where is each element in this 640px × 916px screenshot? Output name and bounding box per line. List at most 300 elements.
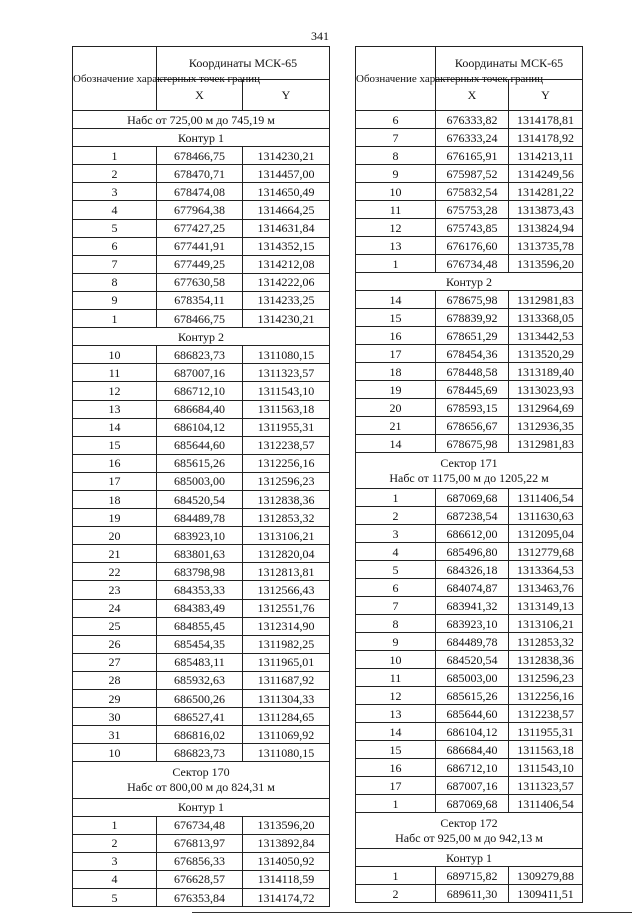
table-row — [356, 489, 583, 507]
x-coordinate: 678354,11 — [157, 291, 243, 309]
x-coordinate: 685615,26 — [436, 687, 509, 705]
table-row — [356, 417, 583, 435]
point-number: 14 — [356, 291, 436, 309]
table-row — [356, 381, 583, 399]
table-row — [73, 472, 330, 490]
y-coordinate: 1313442,53 — [509, 327, 583, 345]
point-number: 7 — [356, 129, 436, 147]
point-number: 10 — [73, 346, 157, 364]
y-coordinate: 1314664,25 — [243, 201, 330, 219]
section-row — [73, 798, 330, 816]
y-coordinate: 1313368,05 — [509, 309, 583, 327]
table-row — [73, 165, 330, 183]
point-number: 12 — [356, 687, 436, 705]
y-coordinate: 1312596,23 — [243, 472, 330, 490]
y-coordinate: 1311069,92 — [243, 726, 330, 744]
point-number: 5 — [73, 889, 157, 907]
table-row — [356, 147, 583, 165]
y-coordinate: 1313463,76 — [509, 579, 583, 597]
point-number: 14 — [356, 435, 436, 453]
section-row — [73, 111, 330, 129]
x-coordinate: 684353,33 — [157, 581, 243, 599]
y-coordinate: 1312256,16 — [509, 687, 583, 705]
point-number: 1 — [356, 795, 436, 813]
point-number: 23 — [73, 581, 157, 599]
footer-rule — [192, 912, 632, 913]
point-number: 6 — [356, 579, 436, 597]
sector-range: Набс от 1175,00 м до 1205,22 м — [389, 470, 549, 485]
point-number: 15 — [73, 436, 157, 454]
point-number: 16 — [356, 759, 436, 777]
y-header: Y — [243, 80, 330, 111]
table-row — [73, 852, 330, 870]
table-row — [356, 561, 583, 579]
y-coordinate: 1311982,25 — [243, 635, 330, 653]
x-coordinate: 678675,98 — [436, 291, 509, 309]
point-number: 19 — [73, 509, 157, 527]
table-body-right — [356, 111, 583, 903]
y-coordinate: 1311955,31 — [509, 723, 583, 741]
point-number: 18 — [356, 363, 436, 381]
y-coordinate: 1312853,32 — [243, 509, 330, 527]
table-row — [73, 237, 330, 255]
table-row — [356, 741, 583, 759]
point-number: 1 — [356, 489, 436, 507]
x-coordinate: 685644,60 — [436, 705, 509, 723]
table-row — [73, 635, 330, 653]
x-coordinate: 685496,80 — [436, 543, 509, 561]
table-row — [356, 525, 583, 543]
x-coordinate: 685644,60 — [157, 436, 243, 454]
x-coordinate: 685003,00 — [436, 669, 509, 687]
x-coordinate: 687007,16 — [436, 777, 509, 795]
point-number: 21 — [356, 417, 436, 435]
point-number: 20 — [73, 527, 157, 545]
y-coordinate: 1314457,00 — [243, 165, 330, 183]
point-number: 8 — [73, 273, 157, 291]
point-number: 9 — [73, 291, 157, 309]
x-coordinate: 685483,11 — [157, 653, 243, 671]
point-number: 10 — [73, 744, 157, 762]
table-row — [356, 183, 583, 201]
x-coordinate: 676353,84 — [157, 889, 243, 907]
sector-row — [356, 813, 583, 849]
point-number: 2 — [73, 165, 157, 183]
x-coordinate: 686612,00 — [436, 525, 509, 543]
point-number: 26 — [73, 635, 157, 653]
y-coordinate: 1311323,57 — [243, 364, 330, 382]
x-coordinate: 675832,54 — [436, 183, 509, 201]
table-row — [356, 309, 583, 327]
table-row — [356, 291, 583, 309]
x-coordinate: 684520,54 — [436, 651, 509, 669]
point-number: 22 — [73, 563, 157, 581]
section-label: Контур 2 — [356, 273, 583, 291]
point-number: 28 — [73, 671, 157, 689]
page-number: 341 — [311, 29, 329, 43]
table-row — [356, 111, 583, 129]
x-coordinate: 678445,69 — [436, 381, 509, 399]
table-row — [73, 400, 330, 418]
y-coordinate: 1311284,65 — [243, 708, 330, 726]
sector-row — [73, 762, 330, 798]
x-header: X — [436, 80, 509, 111]
x-header: X — [157, 80, 243, 111]
x-coordinate: 686712,10 — [436, 759, 509, 777]
x-coordinate: 685003,00 — [157, 472, 243, 490]
table-row — [73, 509, 330, 527]
point-number: 20 — [356, 399, 436, 417]
point-number: 1 — [356, 255, 436, 273]
section-label: Контур 1 — [73, 798, 330, 816]
point-number: 3 — [356, 525, 436, 543]
x-coordinate: 678470,71 — [157, 165, 243, 183]
point-number: 15 — [356, 309, 436, 327]
y-coordinate: 1312779,68 — [509, 543, 583, 561]
y-coordinate: 1313106,21 — [509, 615, 583, 633]
y-coordinate: 1314249,56 — [509, 165, 583, 183]
point-number: 14 — [73, 418, 157, 436]
x-coordinate: 675987,52 — [436, 165, 509, 183]
section-row — [73, 328, 330, 346]
section-label: Контур 1 — [73, 129, 330, 147]
point-number: 7 — [73, 255, 157, 273]
table-row — [73, 545, 330, 563]
x-coordinate: 675753,28 — [436, 201, 509, 219]
table-row — [73, 364, 330, 382]
y-coordinate: 1313149,13 — [509, 597, 583, 615]
y-coordinate: 1311563,18 — [243, 400, 330, 418]
x-coordinate: 686684,40 — [436, 741, 509, 759]
y-coordinate: 1313520,29 — [509, 345, 583, 363]
x-coordinate: 685615,26 — [157, 454, 243, 472]
point-number: 9 — [356, 633, 436, 651]
x-coordinate: 684074,87 — [436, 579, 509, 597]
y-coordinate: 1312238,57 — [509, 705, 583, 723]
table-row — [356, 399, 583, 417]
point-number: 7 — [356, 597, 436, 615]
y-coordinate: 1314178,81 — [509, 111, 583, 129]
point-number: 13 — [356, 705, 436, 723]
table-row — [356, 543, 583, 561]
x-coordinate: 683923,10 — [157, 527, 243, 545]
point-number: 16 — [356, 327, 436, 345]
sector-title: Сектор 172 — [440, 815, 498, 830]
sector-row — [356, 453, 583, 489]
table-row — [356, 255, 583, 273]
y-coordinate: 1312838,36 — [243, 490, 330, 508]
table-row — [73, 581, 330, 599]
table-row — [356, 867, 583, 885]
x-coordinate: 685932,63 — [157, 671, 243, 689]
table-row — [73, 454, 330, 472]
x-coordinate: 684855,45 — [157, 617, 243, 635]
y-coordinate: 1313824,94 — [509, 219, 583, 237]
y-coordinate: 1313892,84 — [243, 834, 330, 852]
x-coordinate: 683941,32 — [436, 597, 509, 615]
point-number: 4 — [356, 543, 436, 561]
coordinates-header: Координаты МСК-65 — [436, 47, 583, 80]
y-coordinate: 1312981,83 — [509, 435, 583, 453]
y-coordinate: 1312820,04 — [243, 545, 330, 563]
table-row — [73, 726, 330, 744]
point-number: 8 — [356, 147, 436, 165]
x-coordinate: 684520,54 — [157, 490, 243, 508]
point-number: 10 — [356, 651, 436, 669]
table-row — [73, 671, 330, 689]
table-row — [356, 435, 583, 453]
table-row — [73, 436, 330, 454]
y-coordinate: 1311080,15 — [243, 346, 330, 364]
point-number: 4 — [73, 201, 157, 219]
y-coordinate: 1311955,31 — [243, 418, 330, 436]
table-row — [356, 165, 583, 183]
x-coordinate: 684489,78 — [157, 509, 243, 527]
y-coordinate: 1313873,43 — [509, 201, 583, 219]
y-coordinate: 1314222,06 — [243, 273, 330, 291]
y-coordinate: 1313596,20 — [509, 255, 583, 273]
point-number: 6 — [73, 237, 157, 255]
x-coordinate: 689611,30 — [436, 885, 509, 903]
table-row — [73, 708, 330, 726]
y-coordinate: 1312981,83 — [509, 291, 583, 309]
table-row — [73, 382, 330, 400]
table-row — [73, 310, 330, 328]
table-row — [356, 687, 583, 705]
sector-label — [356, 453, 583, 489]
table-row — [356, 579, 583, 597]
x-coordinate: 677441,91 — [157, 237, 243, 255]
y-coordinate: 1314050,92 — [243, 852, 330, 870]
x-coordinate: 676333,82 — [436, 111, 509, 129]
point-number: 12 — [73, 382, 157, 400]
table-row — [73, 273, 330, 291]
table-row — [356, 777, 583, 795]
point-number: 30 — [73, 708, 157, 726]
sector-range: Набс от 800,00 м до 824,31 м — [127, 779, 275, 794]
x-coordinate: 676813,97 — [157, 834, 243, 852]
section-row — [73, 129, 330, 147]
table-row — [356, 651, 583, 669]
x-coordinate: 676628,57 — [157, 870, 243, 888]
point-number: 11 — [73, 364, 157, 382]
table-row — [73, 563, 330, 581]
x-coordinate: 686823,73 — [157, 346, 243, 364]
y-coordinate: 1314213,11 — [509, 147, 583, 165]
sector-label — [73, 762, 330, 798]
y-coordinate: 1311630,63 — [509, 507, 583, 525]
y-coordinate: 1312256,16 — [243, 454, 330, 472]
section-row — [356, 849, 583, 867]
table-row — [73, 599, 330, 617]
x-coordinate: 686500,26 — [157, 690, 243, 708]
table-body-left — [73, 111, 330, 907]
y-coordinate: 1311304,33 — [243, 690, 330, 708]
table-row — [356, 363, 583, 381]
table-row — [356, 723, 583, 741]
y-header: Y — [509, 80, 583, 111]
table-row — [73, 653, 330, 671]
y-coordinate: 1312596,23 — [509, 669, 583, 687]
point-number: 3 — [73, 183, 157, 201]
designation-header: Обозначение характерных точек границ — [356, 47, 436, 111]
table-row — [356, 327, 583, 345]
table-row — [73, 201, 330, 219]
table-row — [73, 527, 330, 545]
x-coordinate: 686684,40 — [157, 400, 243, 418]
table-row — [356, 201, 583, 219]
table-row — [73, 816, 330, 834]
x-coordinate: 684489,78 — [436, 633, 509, 651]
table-row — [73, 291, 330, 309]
x-coordinate: 687069,68 — [436, 795, 509, 813]
table-row — [356, 669, 583, 687]
y-coordinate: 1312314,90 — [243, 617, 330, 635]
section-label: Набс от 725,00 м до 745,19 м — [73, 111, 330, 129]
coordinates-table-left — [72, 46, 330, 907]
x-coordinate: 678466,75 — [157, 147, 243, 165]
y-coordinate: 1314650,49 — [243, 183, 330, 201]
x-coordinate: 687007,16 — [157, 364, 243, 382]
coordinates-table-right — [355, 46, 583, 903]
y-coordinate: 1314178,92 — [509, 129, 583, 147]
x-coordinate: 684326,18 — [436, 561, 509, 579]
point-number: 11 — [356, 201, 436, 219]
x-coordinate: 678466,75 — [157, 310, 243, 328]
point-number: 13 — [73, 400, 157, 418]
table-row — [73, 490, 330, 508]
y-coordinate: 1311406,54 — [509, 795, 583, 813]
point-number: 27 — [73, 653, 157, 671]
point-number: 25 — [73, 617, 157, 635]
x-coordinate: 687069,68 — [436, 489, 509, 507]
table-row — [73, 183, 330, 201]
point-number: 14 — [356, 723, 436, 741]
section-label: Контур 1 — [356, 849, 583, 867]
designation-header: Обозначение характерных точек границ — [73, 47, 157, 111]
table-row — [356, 219, 583, 237]
point-number: 19 — [356, 381, 436, 399]
point-number: 6 — [356, 111, 436, 129]
y-coordinate: 1311323,57 — [509, 777, 583, 795]
x-coordinate: 683798,98 — [157, 563, 243, 581]
sector-range: Набс от 925,00 м до 942,13 м — [395, 830, 543, 845]
x-coordinate: 678675,98 — [436, 435, 509, 453]
y-coordinate: 1314230,21 — [243, 147, 330, 165]
table-row — [73, 744, 330, 762]
point-number: 16 — [73, 454, 157, 472]
table-row — [356, 633, 583, 651]
x-coordinate: 676333,24 — [436, 129, 509, 147]
coordinates-header: Координаты МСК-65 — [157, 47, 330, 80]
table-row — [73, 418, 330, 436]
x-coordinate: 678474,08 — [157, 183, 243, 201]
x-coordinate: 678454,36 — [436, 345, 509, 363]
table-row — [356, 885, 583, 903]
x-coordinate: 676165,91 — [436, 147, 509, 165]
point-number: 13 — [356, 237, 436, 255]
point-number: 2 — [356, 885, 436, 903]
x-coordinate: 686712,10 — [157, 382, 243, 400]
x-coordinate: 677427,25 — [157, 219, 243, 237]
sector-label — [356, 813, 583, 849]
sector-title: Сектор 171 — [440, 455, 498, 470]
table-row — [356, 615, 583, 633]
point-number: 1 — [73, 816, 157, 834]
section-label: Контур 2 — [73, 328, 330, 346]
x-coordinate: 685454,35 — [157, 635, 243, 653]
y-coordinate: 1312095,04 — [509, 525, 583, 543]
x-coordinate: 686104,12 — [157, 418, 243, 436]
y-coordinate: 1309279,88 — [509, 867, 583, 885]
y-coordinate: 1311543,10 — [243, 382, 330, 400]
x-coordinate: 676856,33 — [157, 852, 243, 870]
x-coordinate: 677449,25 — [157, 255, 243, 273]
y-coordinate: 1312813,81 — [243, 563, 330, 581]
sector-title: Сектор 170 — [172, 764, 230, 779]
table-row — [356, 237, 583, 255]
y-coordinate: 1313735,78 — [509, 237, 583, 255]
table-row — [356, 507, 583, 525]
y-coordinate: 1312551,76 — [243, 599, 330, 617]
point-number: 10 — [356, 183, 436, 201]
point-number: 3 — [73, 852, 157, 870]
section-row — [356, 273, 583, 291]
table-row — [356, 705, 583, 723]
y-coordinate: 1312936,35 — [509, 417, 583, 435]
y-coordinate: 1314118,59 — [243, 870, 330, 888]
y-coordinate: 1314233,25 — [243, 291, 330, 309]
x-coordinate: 687238,54 — [436, 507, 509, 525]
x-coordinate: 686527,41 — [157, 708, 243, 726]
table-row — [73, 255, 330, 273]
y-coordinate: 1309411,51 — [509, 885, 583, 903]
point-number: 11 — [356, 669, 436, 687]
y-coordinate: 1311406,54 — [509, 489, 583, 507]
y-coordinate: 1312566,43 — [243, 581, 330, 599]
table-row — [356, 129, 583, 147]
x-coordinate: 686823,73 — [157, 744, 243, 762]
x-coordinate: 686816,02 — [157, 726, 243, 744]
y-coordinate: 1313189,40 — [509, 363, 583, 381]
y-coordinate: 1312853,32 — [509, 633, 583, 651]
table-row — [73, 870, 330, 888]
x-coordinate: 677630,58 — [157, 273, 243, 291]
y-coordinate: 1313023,93 — [509, 381, 583, 399]
y-coordinate: 1314174,72 — [243, 889, 330, 907]
point-number: 1 — [356, 867, 436, 885]
x-coordinate: 678656,67 — [436, 417, 509, 435]
table-row — [73, 219, 330, 237]
point-number: 29 — [73, 690, 157, 708]
point-number: 31 — [73, 726, 157, 744]
point-number: 17 — [356, 345, 436, 363]
y-coordinate: 1311080,15 — [243, 744, 330, 762]
table-row — [73, 690, 330, 708]
point-number: 15 — [356, 741, 436, 759]
point-number: 24 — [73, 599, 157, 617]
table-row — [73, 889, 330, 907]
y-coordinate: 1311965,01 — [243, 653, 330, 671]
point-number: 18 — [73, 490, 157, 508]
x-coordinate: 676734,48 — [436, 255, 509, 273]
table-row — [356, 795, 583, 813]
x-coordinate: 686104,12 — [436, 723, 509, 741]
point-number: 8 — [356, 615, 436, 633]
y-coordinate: 1313596,20 — [243, 816, 330, 834]
point-number: 21 — [73, 545, 157, 563]
x-coordinate: 683801,63 — [157, 545, 243, 563]
